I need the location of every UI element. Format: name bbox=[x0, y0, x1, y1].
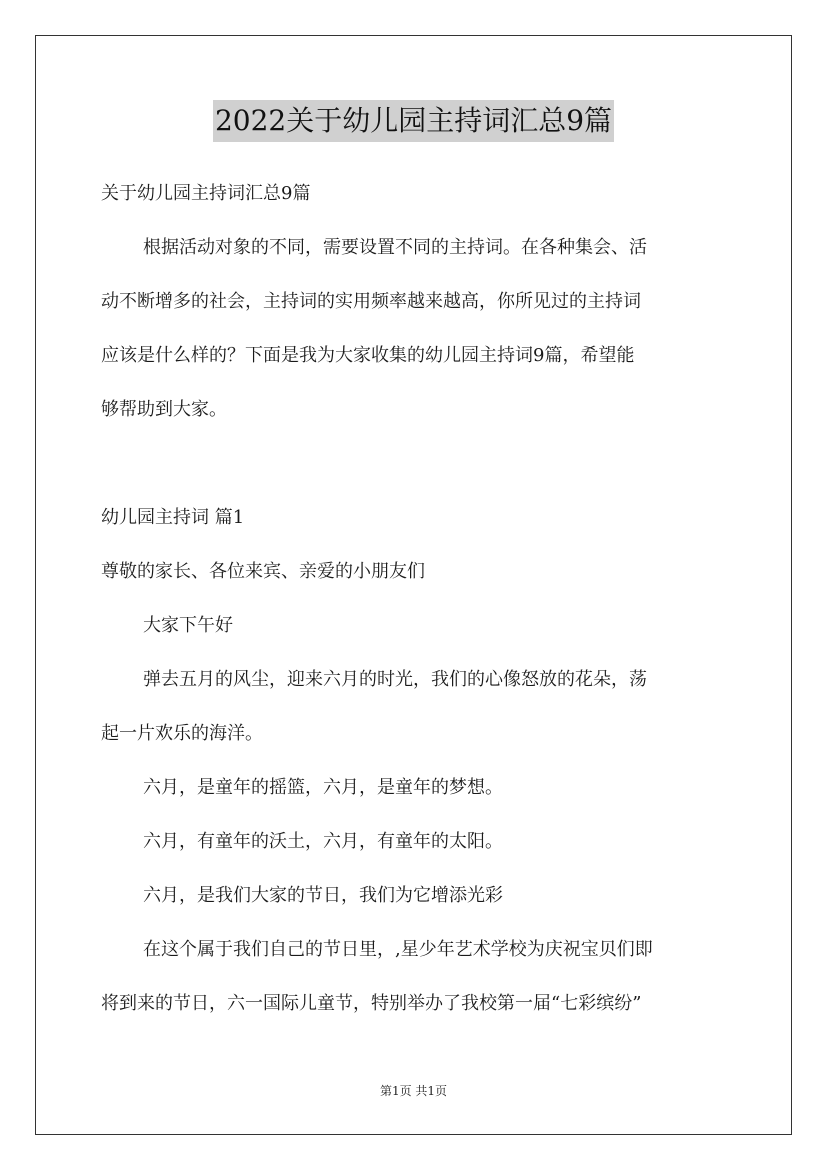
title-block bbox=[0, 100, 827, 142]
intro-line-1: 根据活动对象的不同，需要设置不同的主持词。在各种集会、活 bbox=[143, 237, 647, 258]
intro-line-2: 动不断增多的社会，主持词的实用频率越来越高，你所见过的主持词 bbox=[101, 291, 641, 312]
subtitle: 关于幼儿园主持词汇总9篇 bbox=[101, 183, 311, 204]
intro-line-3: 应该是什么样的？下面是我为大家收集的幼儿园主持词9篇，希望能 bbox=[101, 345, 635, 366]
document-title: 2022关于幼儿园主持词汇总9篇 bbox=[213, 100, 614, 142]
body-line-8: 在这个属于我们自己的节日里，,星少年艺术学校为庆祝宝贝们即 bbox=[143, 939, 653, 960]
body-line-2: 大家下午好 bbox=[143, 615, 233, 636]
body-line-9: 将到来的节日，六一国际儿童节，特别举办了我校第一届“七彩缤纷” bbox=[101, 993, 642, 1014]
section-heading: 幼儿园主持词 篇1 bbox=[101, 507, 245, 528]
page-footer: 第1页 共1页 bbox=[379, 1084, 448, 1098]
body-line-4: 起一片欢乐的海洋。 bbox=[101, 723, 263, 744]
body-line-1: 尊敬的家长、各位来宾、亲爱的小朋友们 bbox=[101, 561, 425, 582]
intro-line-4: 够帮助到大家。 bbox=[101, 399, 227, 420]
body-line-6: 六月，有童年的沃土，六月，有童年的太阳。 bbox=[143, 831, 503, 852]
body-line-7: 六月，是我们大家的节日，我们为它增添光彩 bbox=[143, 885, 503, 906]
body-line-5: 六月，是童年的摇篮，六月，是童年的梦想。 bbox=[143, 777, 503, 798]
body-line-3: 弹去五月的风尘，迎来六月的时光，我们的心像怒放的花朵，荡 bbox=[143, 669, 647, 690]
